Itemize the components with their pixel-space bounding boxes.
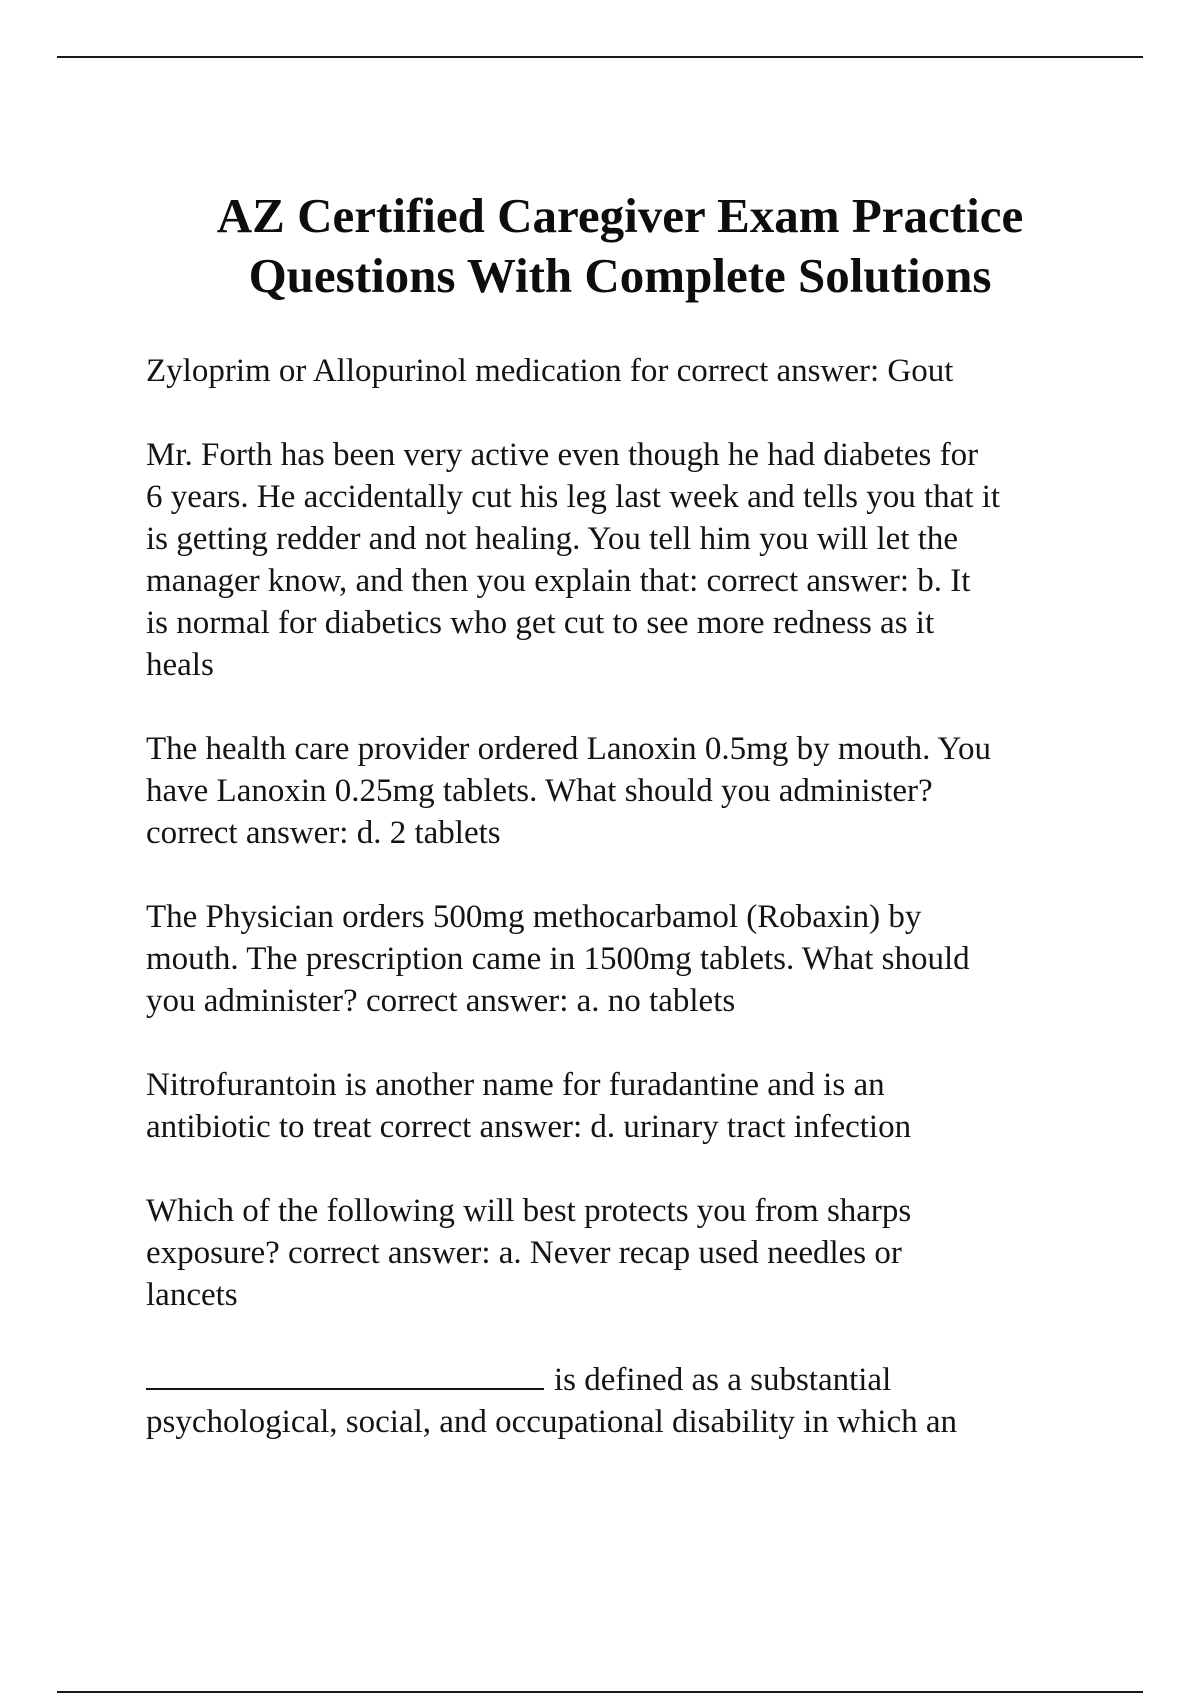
title-line: Questions With Complete Solutions — [248, 248, 992, 303]
fill-in-first-line — [146, 1358, 1106, 1401]
answer-blank — [146, 1358, 544, 1390]
question-item — [146, 434, 1106, 686]
fill-in-text: is defined as a substantial — [554, 1362, 892, 1398]
bottom-rule — [57, 1691, 1143, 1693]
question-line: lancets — [146, 1277, 238, 1313]
question-line: Nitrofurantoin is another name for furadantine and is an — [146, 1067, 885, 1103]
question-line: The health care provider ordered Lanoxin 0.5mg by mouth. You — [146, 731, 991, 767]
question-line: Which of the following will best protects you from sharps — [146, 1193, 912, 1229]
question-line: mouth. The prescription came in 1500mg tablets. What should — [146, 941, 970, 977]
question-item — [146, 1064, 1106, 1148]
question-line: correct answer: d. 2 tablets — [146, 815, 501, 851]
question-line: you administer? correct answer: a. no tablets — [146, 983, 736, 1019]
question-item — [146, 728, 1106, 854]
title-line: AZ Certified Caregiver Exam Practice — [216, 188, 1024, 243]
question-line: manager know, and then you explain that: correct answer: b. It — [146, 563, 971, 599]
question-line: 6 years. He accidentally cut his leg last week and tells you that it — [146, 479, 1001, 515]
question-line: have Lanoxin 0.25mg tablets. What should you administer? — [146, 773, 933, 809]
question-line: Zyloprim or Allopurinol medication for correct answer: Gout — [146, 353, 954, 389]
question-item — [146, 350, 1106, 392]
question-line: Mr. Forth has been very active even though he had diabetes for — [146, 437, 979, 473]
question-line: The Physician orders 500mg methocarbamol (Robaxin) by — [146, 899, 922, 935]
question-item — [146, 896, 1106, 1022]
question-line: exposure? correct answer: a. Never recap used needles or — [146, 1235, 902, 1271]
question-line: antibiotic to treat correct answer: d. urinary tract infection — [146, 1109, 912, 1145]
question-list — [146, 350, 1106, 1485]
fill-in-question — [146, 1358, 1106, 1443]
document-title — [100, 186, 1140, 306]
question-line: is normal for diabetics who get cut to see more redness as it — [146, 605, 935, 641]
question-line: heals — [146, 647, 214, 683]
question-line: is getting redder and not healing. You tell him you will let the — [146, 521, 959, 557]
question-line: psychological, social, and occupational disability in which an — [146, 1404, 958, 1440]
question-item — [146, 1190, 1106, 1316]
top-rule — [57, 56, 1143, 58]
